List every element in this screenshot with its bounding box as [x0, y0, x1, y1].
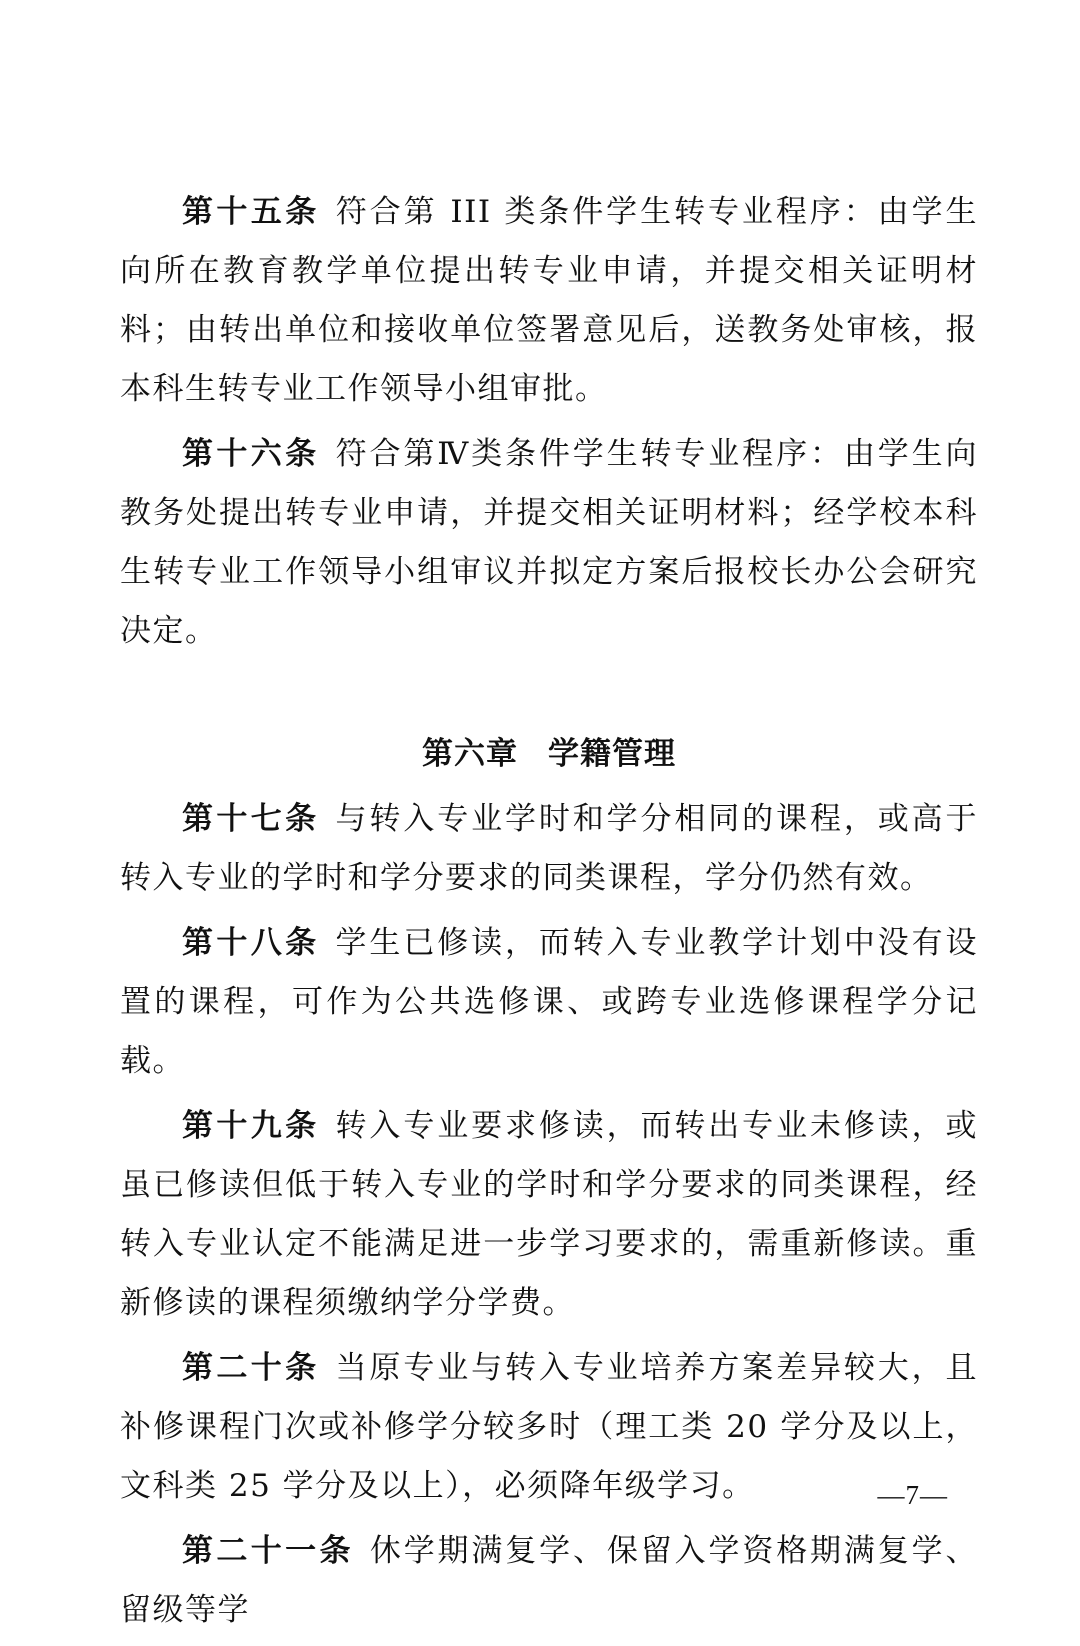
article-paragraph [120, 790, 978, 908]
article-paragraph [120, 1522, 978, 1640]
article-number: 第二十一条 [182, 1533, 354, 1569]
article-paragraph [120, 1097, 978, 1333]
article-text: 符合第Ⅳ类条件学生转专业程序：由学生向教务处提出转专业申请，并提交相关证明材料；经学校本科生转专业工作领导小组审议并拟定方案后报校长办公会研究决定。 [120, 436, 979, 649]
chapter-title: 学籍管理 [548, 736, 676, 772]
article-number: 第十六条 [182, 436, 320, 472]
article-paragraph [120, 425, 978, 661]
article-text: 与转入专业学时和学分相同的课程，或高于转入专业的学时和学分要求的同类课程，学分仍然有效。 [120, 801, 978, 896]
article-number: 第十五条 [182, 194, 320, 230]
article-number: 第二十条 [182, 1350, 320, 1386]
article-paragraph [120, 183, 978, 419]
article-paragraph [120, 1339, 978, 1516]
article-number: 第十九条 [182, 1108, 320, 1144]
article-text: 符合第 III 类条件学生转专业程序：由学生向所在教育教学单位提出转专业申请，并提交相关证明材料；由转出单位和接收单位签署意见后，送教务处审核，报本科生转专业工作领导小组审批。 [120, 194, 979, 407]
article-number: 第十七条 [182, 801, 320, 837]
document-body [120, 183, 978, 1646]
article-paragraph [120, 914, 978, 1091]
chapter-heading [120, 725, 978, 784]
article-text: 当原专业与转入专业培养方案差异较大，且补修课程门次或补修学分较多时（理工类 20 学分及以上，文科类 25 学分及以上），必须降年级学习。 [120, 1350, 978, 1504]
page-number: —7— [877, 1480, 948, 1510]
chapter-number: 第六章 [422, 736, 518, 772]
article-number: 第十八条 [182, 925, 320, 961]
article-text: 转入专业要求修读，而转出专业未修读，或虽已修读但低于转入专业的学时和学分要求的同类课程，经转入专业认定不能满足进一步学习要求的，需重新修读。重新修读的课程须缴纳学分学费。 [120, 1108, 978, 1321]
article-text: 休学期满复学、保留入学资格期满复学、留级等学 [120, 1533, 979, 1628]
article-text: 学生已修读，而转入专业教学计划中没有设置的课程，可作为公共选修课、或跨专业选修课程学分记载。 [120, 925, 978, 1079]
